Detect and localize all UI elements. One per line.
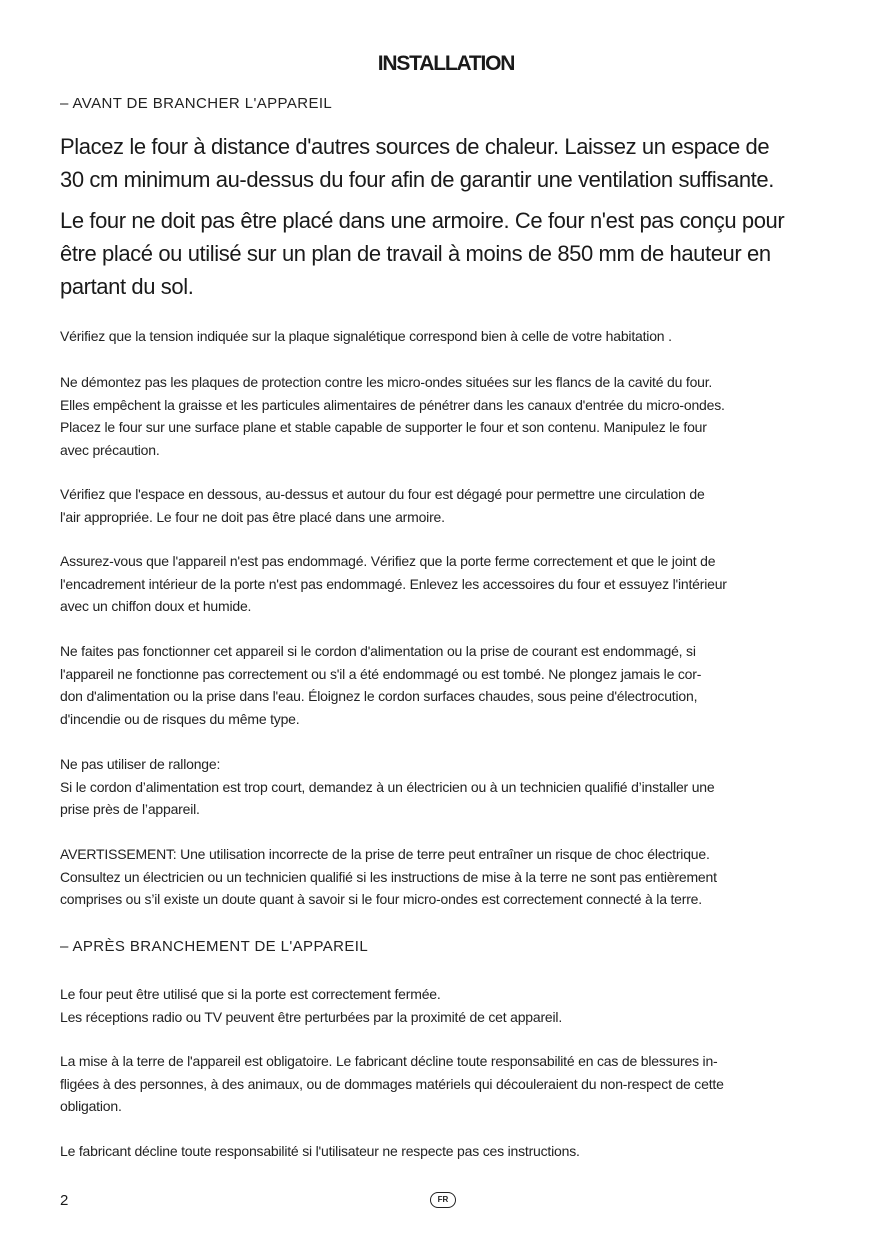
text-line: Ne pas utiliser de rallonge:	[60, 756, 221, 772]
text-line: Ne faites pas fonctionner cet appareil si le cordon d'alimentation ou la prise de courant est endommagé, si	[60, 643, 696, 659]
paragraph-liability	[60, 1140, 835, 1163]
text-line: Ne démontez pas les plaques de protection contre les micro-ondes situées sur les flancs de la cavité du four.	[60, 374, 713, 390]
text-line: Assurez-vous que l'appareil n'est pas endommagé. Vérifiez que la porte ferme correctement et que le joint de	[60, 553, 716, 569]
text-line: l'encadrement intérieur de la porte n'est pas endommagé. Enlevez les accessoires du four et essuyez l'intérieur	[60, 575, 727, 592]
paragraph-extension-cord	[60, 753, 835, 821]
text-line: l'air appropriée. Le four ne doit pas être placé dans une armoire.	[60, 508, 445, 525]
text-line: avec un chiffon doux et humide.	[60, 598, 252, 614]
paragraph-power-cord	[60, 640, 835, 730]
paragraph-damage-check	[60, 550, 835, 618]
text-line: partant du sol.	[60, 274, 194, 299]
text-line: Vérifiez que l'espace en dessous, au-dessus et autour du four est dégagé pour permettre une circulation de	[60, 486, 705, 502]
text-line: d'incendie ou de risques du même type.	[60, 710, 300, 727]
lead-paragraph-cabinet	[60, 204, 830, 303]
text-line: Le four ne doit pas être placé dans une armoire. Ce four n'est pas conçu pour	[60, 208, 785, 233]
text-line: Le fabricant décline toute responsabilité si l'utilisateur ne respecte pas ces instructions.	[60, 1143, 580, 1159]
text-line: 30 cm minimum au-dessus du four afin de garantir une ventilation suffisante.	[60, 167, 774, 192]
text-line: La mise à la terre de l'appareil est obligatoire. Le fabricant décline toute responsabilité en cas de blessures in-	[60, 1053, 718, 1069]
lead-paragraph-heat-sources	[60, 130, 830, 196]
text-line: être placé ou utilisé sur un plan de travail à moins de 850 mm de hauteur en	[60, 241, 771, 266]
section-heading-after-connecting: – APRÈS BRANCHEMENT DE L'APPAREIL	[60, 938, 369, 955]
text-line: Consultez un électricien ou un technicien qualifié si les instructions de mise à la terre ne sont pas entièrement	[60, 868, 717, 885]
text-line: AVERTISSEMENT: Une utilisation incorrecte de la prise de terre peut entraîner un risque de choc électrique.	[60, 846, 710, 862]
section-heading-before-connecting: – AVANT DE BRANCHER L'APPAREIL	[60, 95, 333, 112]
paragraph-grounding-warning	[60, 843, 835, 911]
text-line: Placez le four à distance d'autres sources de chaleur. Laissez un espace de	[60, 134, 770, 159]
paragraph-air-circulation	[60, 483, 835, 528]
page-number: 2	[60, 1192, 69, 1209]
text-line: Elles empêchent la graisse et les particules alimentaires de pénétrer dans les canaux d'entrée du micro-ondes.	[60, 396, 725, 413]
text-line: obligation.	[60, 1098, 122, 1114]
text-line: Le four peut être utilisé que si la porte est correctement fermée.	[60, 986, 441, 1002]
paragraph-protection-plates	[60, 371, 835, 461]
text-line: Si le cordon d’alimentation est trop court, demandez à un électricien ou à un technicien qualifié d’installer une	[60, 778, 715, 795]
text-line: Les réceptions radio ou TV peuvent être perturbées par la proximité de cet appareil.	[60, 1008, 563, 1025]
paragraph-voltage	[60, 325, 835, 348]
text-line: l'appareil ne fonctionne pas correctement ou s'il a été endommagé ou est tombé. Ne plongez jamais le cor-	[60, 665, 702, 682]
text-line: fligées à des personnes, à des animaux, ou de dommages matériels qui découleraient du non-respect de cette	[60, 1075, 724, 1092]
text-line: comprises ou s’il existe un doute quant à savoir si le four micro-ondes est correctement connecté à la terre.	[60, 891, 702, 907]
page-title: INSTALLATION	[377, 52, 515, 75]
paragraph-grounding-mandatory	[60, 1050, 835, 1118]
text-line: Placez le four sur une surface plane et stable capable de supporter le four et son contenu. Manipulez le four	[60, 419, 707, 435]
text-line: avec précaution.	[60, 441, 160, 458]
paragraph-door-closed	[60, 983, 835, 1028]
text-line: Vérifiez que la tension indiquée sur la plaque signalétique correspond bien à celle de votre habitation .	[60, 328, 672, 344]
language-badge: FR	[430, 1192, 456, 1208]
text-line: don d'alimentation ou la prise dans l'eau. Éloignez le cordon surfaces chaudes, sous peine d'électrocution,	[60, 688, 698, 704]
text-line: prise près de l’appareil.	[60, 801, 200, 817]
